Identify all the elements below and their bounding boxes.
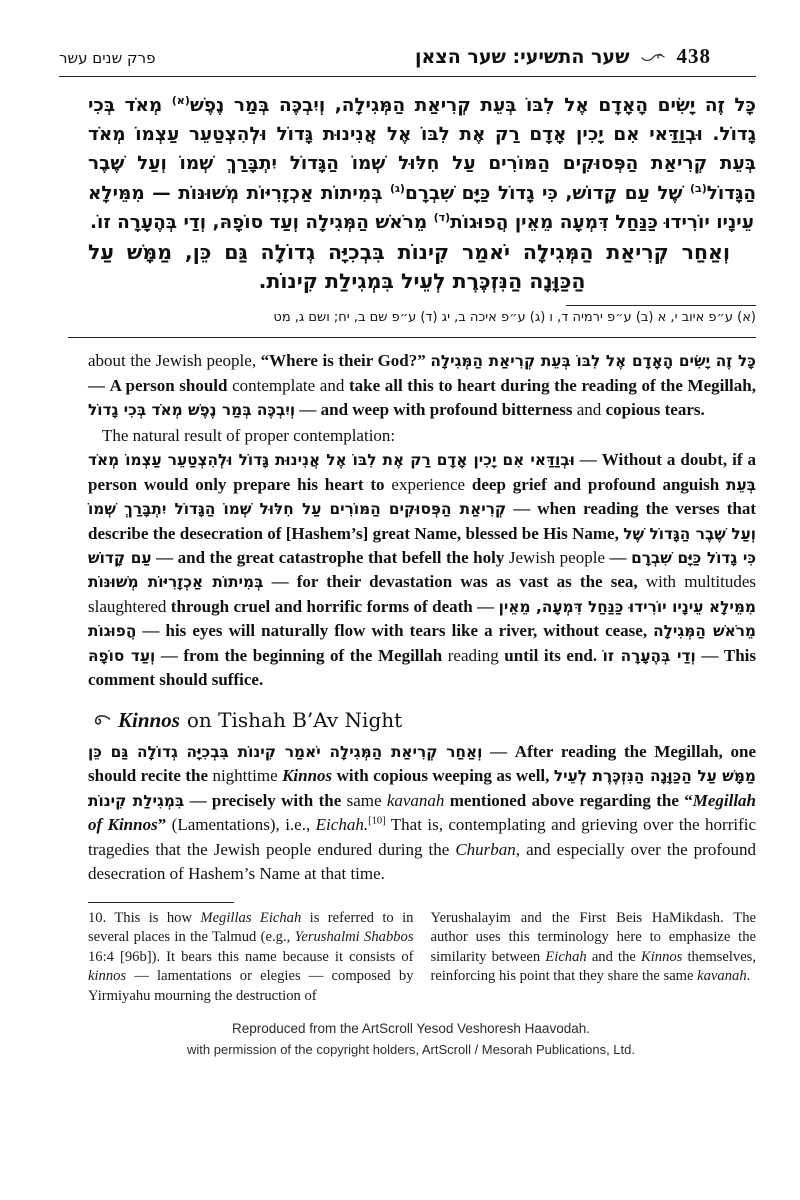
translation-paragraph-2: וּבְוַדַּאי אִם יָכִין אָדָם רַק אֶת לִבּוֹ אֶל אֲנִינוּת גָּדוֹל וּלְהִצְטַעֵר עַצְמוֹ מְאֹד — Without a doubt, if a person would only prepare his heart to experience deep grief and profound anguish בְּעֵת קְרִיאַת הַפְּסוּקִים הַמּוֹרִים עַל חִלּוּל שְׁמוֹ הַגָּדוֹל יִתְבָּרַךְ שְׁמוֹ — when reading the verses that describe the desecration of [Hashem’s] great Name, blessed be His Name, וְעַל שֶׁבֶר הַגָּדוֹל שֶׁל עַם קָדוֹשׁ — and the great catastrophe that befell the holy Jewish people — כִּי גָדוֹל כַּיָּם שִׁבְרָם בְּמִיתוֹת אַכְזָרִיּוֹת מְשׁוּנּוֹת — for their devastation was as vast as the sea, with multitudes slaughtered through cruel and horrific forms of death — מִמֵּילָא עֵינָיו יוֹרִידוּ כַּנַּחַל דִּמְעָה, מֵאֵין הֲפוּגוֹת — his eyes will naturally flow with tears like a river, without cease, מֵרֹאשׁ הַמְּגִילָה וְעַד סוֹפָהּ — from the beginning of the Megillah reading until its end. וְדַי בְּהֶעָרָה זוֹ — This comment should suffice.	[88, 450, 757, 690]
footnote-column-left: 10. This is how Megillas Eichah is referred to in several places in the Talmud (e.g., Yerushalmi Shabbos 16:4 [96b]). It bears this name because it consists of kinnos — lamentations or elegies — composed by Yirmiyahu mourning the destruction of	[88, 909, 414, 1004]
translation-paragraph-1: about the Jewish people, “Where is their God?” כָּל זֶה יָשִׂים הָאָדָם אֶל לִבּוֹ בְּעֵת קְרִיאַת הַמְּגִילָה — A person should contemplate and take all this to heart during the reading of the Megillah, וְיִבְכֶּה בְּמַר נֶפֶשׁ מְאֹד בְּכִי גָדוֹל — and weep with profound bitterness and copious tears.	[88, 351, 756, 420]
hebrew-paragraph-2: וְאַחַר קְרִיאַת הַמְּגִילָה יֹאמַר קִינוֹת בִּבְכִיָּה גְדוֹלָה גַּם כֵּן, מַמָּשׁ עַל הַכַּוָּנָה הַנִּזְכֶּרֶת לְעֵיל בִּמְגִילַת קִינוֹת.	[88, 240, 730, 294]
footnote-columns	[88, 909, 756, 1007]
footnote-sources-line: (א) ע״פ איוב י, א (ב) ע״פ ירמיה ד, ו (ג) ע״פ איכה ב, יג (ד) ע״פ שם ב, יח; ושם ג, מט	[273, 310, 756, 326]
translation-paragraph-3: וְאַחַר קְרִיאַת הַמְּגִילָה יֹאמַר קִינוֹת בִּבְכִיָּה גְדוֹלָה גַּם כֵּן — After reading the Megillah, one should recite the nighttime Kinnos with copious weeping as well, מַמָּשׁ עַל הַכַּוָּנָה הַנִּזְכֶּרֶת לְעֵיל בִּמְגִילַת קִינוֹת — precisely with the same kavanah mentioned above regarding the “Megillah of Kinnos” (Lamentations), i.e., Eichah.[10] That is, contemplating and grieving over the horrific tragedies that the Jewish people endured during the Churban, and especially over the profound desecration of Hashem’s Name at that time.	[88, 741, 757, 884]
hebrew-paragraph-1: כָּל זֶה יָשִׂים הָאָדָם אֶל לִבּוֹ בְּעֵת קְרִיאַת הַמְּגִילָה, וְיִבְכֶּה בְּמַר נֶפֶשׁ$^{(א)}$ מְאֹד בְּכִי גָדוֹל. וּבְוַדַּאי אִם יָכִין אָדָם רַק אֶת לִבּוֹ אֶל אֲנִינוּת גָּדוֹל וּלְהִצְטַעֵר עַצְמוֹ מְאֹד בְּעֵת קְרִיאַת הַפְּסוּקִים הַמּוֹרִים עַל חִלּוּל שְׁמוֹ הַגָּדוֹל יִתְבָּרַךְ שְׁמוֹ וְעַל שֶׁבֶר הַגָּדוֹל$^{(ב)}$ שֶׁל עַם קָדוֹשׁ, כִּי גָדוֹל כַּיָּם שִׁבְרָם$^{(ג)}$ בְּמִיתוֹת אַכְזָרִיּוֹת מְשׁוּנּוֹת — מִמֵּילָא עֵינָיו יוֹרִידוּ כַּנַּחַל דִּמְעָה מֵאֵין הֲפוּגוֹת$^{(ד)}$ מֵרֹאשׁ הַמְּגִילָה וְעַד סוֹפָהּ, וְדַי בְּהֶעָרָה זוֹ.	[88, 94, 757, 233]
section-heading	[88, 708, 756, 733]
footnote-column-right: Yerushalayim and the First Beis HaMikdash. The author uses this terminology here to emphasize the similarity between Eichah and the Kinnos themselves, reinforcing his point that they share the same kavanah.	[430, 909, 756, 985]
page-header	[59, 44, 756, 69]
copyright-footer	[66, 1019, 756, 1059]
footnote-rule	[88, 902, 234, 903]
section-ornament-icon	[88, 713, 111, 727]
header-swash-icon	[640, 51, 667, 63]
section-heading-lead: Kinnos	[118, 707, 180, 732]
section-divider-rule	[68, 337, 756, 338]
intro-line: The natural result of proper contemplation:	[102, 425, 396, 445]
page-title: שער התשיעי: שער הצאן	[414, 45, 630, 68]
header-rule	[59, 76, 756, 77]
chapter-label: פרק שנים עשר	[59, 48, 156, 67]
sources-rule	[566, 305, 756, 306]
title-group	[415, 44, 711, 69]
hebrew-source-block	[88, 90, 756, 325]
section-heading-rest: on Tishah B’Av Night	[186, 708, 403, 733]
page-number: 438	[676, 44, 711, 68]
credit-line-2: with permission of the copyright holders, ArtScroll / Mesorah Publications, Ltd.	[187, 1041, 635, 1057]
footnotes-section	[88, 902, 756, 1007]
credit-line-1: Reproduced from the ArtScroll Yesod Veshoresh Haavodah.	[232, 1021, 590, 1037]
translation-block	[88, 349, 756, 886]
